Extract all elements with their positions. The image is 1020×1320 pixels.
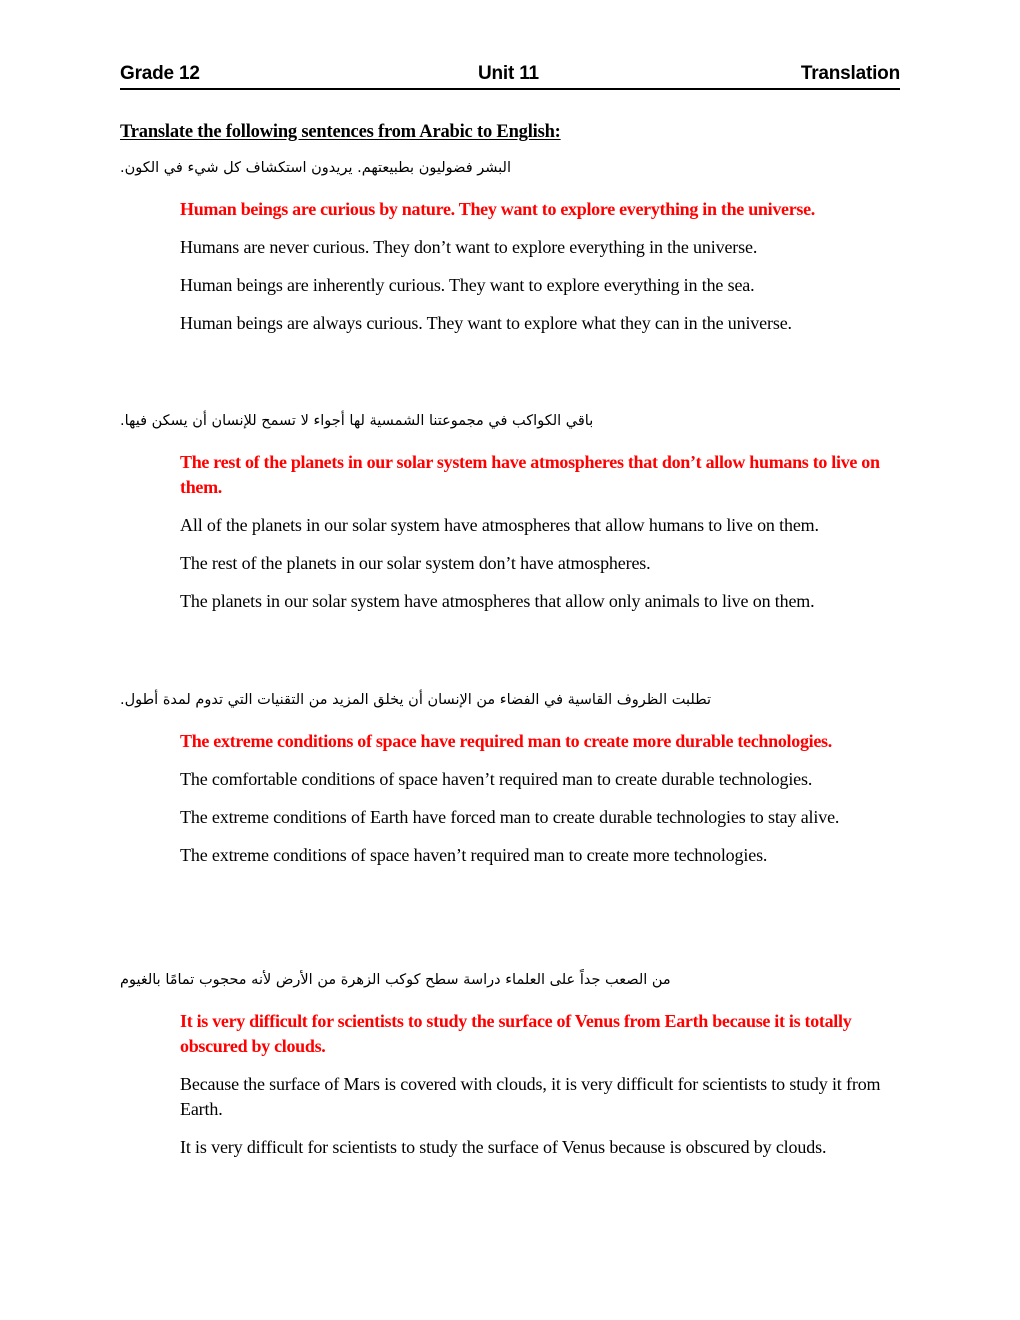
answer-option: All of the planets in our solar system have atmospheres that allow humans to live on them. (180, 515, 819, 535)
correct-answer: The extreme conditions of space have required man to create more durable technologies. (180, 731, 832, 751)
arabic-sentence: البشر فضوليون بطبيعتهم. يريدون استكشاف كل شيء في الكون. (120, 160, 511, 176)
answer-option: The extreme conditions of space haven’t required man to create more technologies. (180, 845, 768, 865)
answer-option: It is very difficult for scientists to study the surface of Venus because is obscured by clouds. (180, 1137, 827, 1157)
arabic-sentence: تطلبت الظروف القاسية في الفضاء من الإنسان أن يخلق المزيد من التقنيات التي تدوم لمدة أطول. (120, 692, 712, 708)
answer-option: Because the surface of Mars is covered with clouds, it is very difficult for scientists to study it from Earth. (180, 1074, 881, 1119)
answer-options (180, 450, 900, 627)
arabic-sentence: من الصعب جداً على العلماء دراسة سطح كوكب الزهرة من الأرض لأنه محجوب تمامًا بالغيوم (120, 972, 671, 988)
answer-option: Humans are never curious. They don’t want to explore everything in the universe. (180, 237, 758, 257)
correct-answer: The rest of the planets in our solar system have atmospheres that don’t allow humans to live on them. (180, 452, 880, 497)
answer-options (180, 1009, 900, 1173)
grade-label: Grade 12 (120, 63, 200, 84)
instruction-heading: Translate the following sentences from Arabic to English: (120, 122, 561, 142)
answer-option: The extreme conditions of Earth have forced man to create durable technologies to stay alive. (180, 807, 840, 827)
answer-options (180, 197, 900, 349)
answer-options (180, 729, 900, 881)
answer-option: Human beings are always curious. They want to explore what they can in the universe. (180, 313, 792, 333)
unit-label: Unit 11 (478, 63, 539, 84)
correct-answer: It is very difficult for scientists to study the surface of Venus from Earth because it is totally obscured by clouds. (180, 1011, 852, 1056)
answer-option: The rest of the planets in our solar system don’t have atmospheres. (180, 553, 651, 573)
correct-answer: Human beings are curious by nature. They want to explore everything in the universe. (180, 199, 815, 219)
arabic-sentence: باقي الكواكب في مجموعتنا الشمسية لها أجواء لا تسمح للإنسان أن يسكن فيها. (120, 413, 594, 429)
answer-option: Human beings are inherently curious. They want to explore everything in the sea. (180, 275, 755, 295)
answer-option: The comfortable conditions of space haven’t required man to create durable technologies. (180, 769, 813, 789)
page-header (120, 60, 900, 90)
subject-label: Translation (800, 63, 900, 84)
answer-option: The planets in our solar system have atmospheres that allow only animals to live on them. (180, 591, 815, 611)
